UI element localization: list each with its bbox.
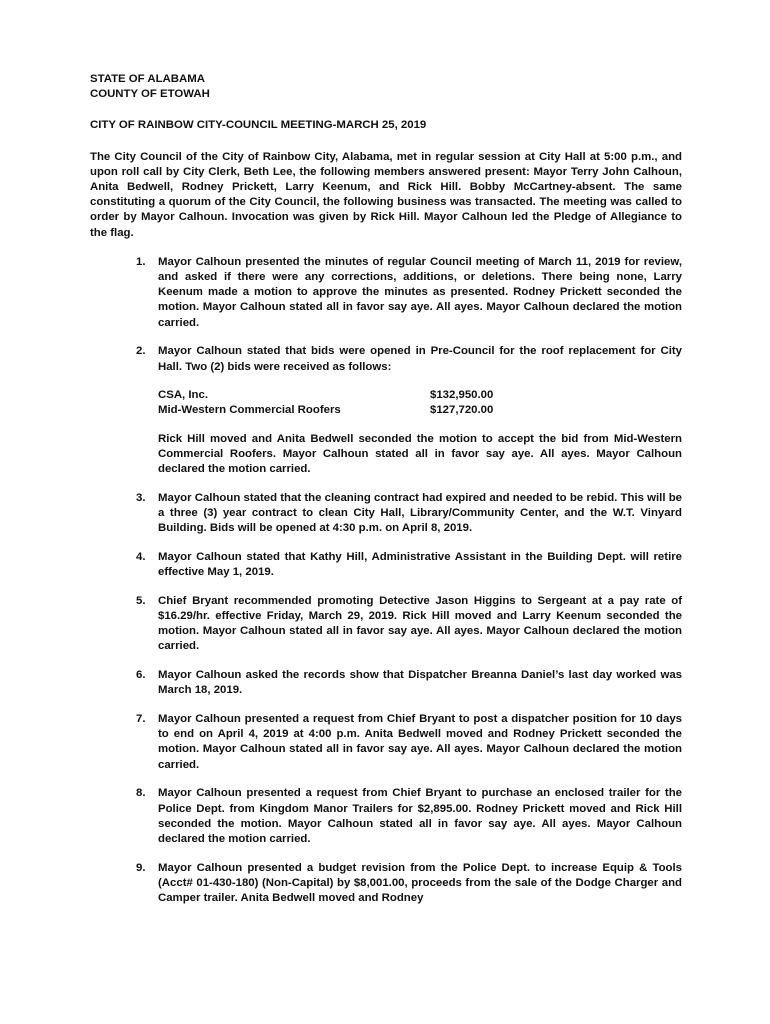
agenda-item-4 <box>90 550 682 580</box>
item-text: Mayor Calhoun presented a budget revision from the Police Dept. to increase Equip & Tools (Acct# 01-430-180) (Non-Capital) by $8,001.00, proceeds from the sale of the Dodge Charger and Camper trailer. Anita Bedwell moved and Rodney <box>158 861 682 905</box>
item-number: 2. <box>136 345 146 358</box>
document-page <box>90 72 682 920</box>
agenda-item-5 <box>90 594 682 655</box>
item-number: 6. <box>136 669 146 682</box>
item-text: Mayor Calhoun presented the minutes of regular Council meeting of March 11, 2019 for review, and asked if there were any corrections, additions, or deletions. There being none, Larry Keenum made a motion to approve the minutes as presented. Rodney Prickett seconded the motion. Mayor Calhoun stated all in favor say aye. All ayes. Mayor Calhoun declared the motion carried. <box>158 255 682 329</box>
item-text: Mayor Calhoun stated that bids were opened in Pre-Council for the roof replacement for City Hall. Two (2) bids were received as follows: <box>158 345 682 373</box>
item-number: 7. <box>136 713 146 725</box>
item-number: 8. <box>136 787 146 800</box>
intro-paragraph: The City Council of the City of Rainbow City, Alabama, met in regular session at City Hall at 5:00 p.m., and upon roll call by City Clerk, Beth Lee, the following members answered present: Mayor Terry John Calhoun, Anita Bedwell, Rodney Prickett, Larry Keenum, and Rick Hill. Bobby McCartney-absent. The same constituting a quorum of the City Council, the following business was transacted. The meeting was called to order by Mayor Calhoun. Invocation was given by Rick Hill. Mayor Calhoun led the Pledge of Allegiance to the flag. <box>90 150 682 239</box>
agenda-item-7 <box>90 712 682 773</box>
item-number: 3. <box>136 491 146 504</box>
agenda-item-8 <box>90 786 682 847</box>
agenda-item-9 <box>90 861 682 907</box>
county-heading: COUNTY OF ETOWAH <box>90 88 210 101</box>
bid-amount: $132,950.00 <box>430 389 494 402</box>
agenda-item-3 <box>90 491 682 537</box>
item-text: Mayor Calhoun asked the records show that Dispatcher Breanna Daniel’s last day worked was March 18, 2019. <box>158 669 682 697</box>
bid-amount: $127,720.00 <box>430 404 494 417</box>
bidder-name: CSA, Inc. <box>158 389 209 402</box>
agenda-list <box>90 255 682 375</box>
item-text: Mayor Calhoun stated that the cleaning contract had expired and needed to be rebid. This will be a three (3) year contract to clean City Hall, Library/Community Center, and the W.T. Vinyard Building. Bids will be opened at 4:30 p.m. on April 8, 2019. <box>158 491 682 535</box>
item-text: Rick Hill moved and Anita Bedwell seconded the motion to accept the bid from Mid-Western Commercial Roofers. Mayor Calhoun stated all in favor say aye. All ayes. Mayor Calhoun declared the motion carried. <box>158 432 682 476</box>
item-text: Mayor Calhoun presented a request from Chief Bryant to post a dispatcher position for 10 days to end on April 4, 2019 at 4:00 p.m. Anita Bedwell moved and Rodney Prickett seconded the motion. Mayor Calhoun stated all in favor say aye. All ayes. Mayor Calhoun declared the motion carried. <box>158 713 682 771</box>
item-number: 9. <box>136 861 146 874</box>
item-number: 5. <box>136 594 146 607</box>
meeting-title: CITY OF RAINBOW CITY-COUNCIL MEETING-MARCH 25, 2019 <box>90 119 427 132</box>
item-text: Chief Bryant recommended promoting Detective Jason Higgins to Sergeant at a pay rate of $16.29/hr. effective Friday, March 29, 2019. Rick Hill moved and Larry Keenum seconded the motion. Mayor Calhoun stated all in favor say aye. All ayes. Mayor Calhoun declared the motion carried. <box>158 594 682 653</box>
item-text: Mayor Calhoun presented a request from Chief Bryant to purchase an enclosed trailer for the Police Dept. from Kingdom Manor Trailers for $2,895.00. Rodney Prickett moved and Rick Hill seconded the motion. Mayor Calhoun stated all in favor say aye. All ayes. Mayor Calhoun declared the motion carried. <box>158 787 682 845</box>
agenda-item-1 <box>90 255 682 331</box>
agenda-item-2-continued <box>90 432 682 478</box>
agenda-item-2 <box>90 344 682 374</box>
item-number: 1. <box>136 255 146 268</box>
bidder-name: Mid-Western Commercial Roofers <box>158 404 341 417</box>
state-heading: STATE OF ALABAMA <box>90 73 205 85</box>
item-number: 4. <box>136 550 146 563</box>
agenda-item-6 <box>90 668 682 698</box>
agenda-list-continued <box>90 432 682 907</box>
bid-row <box>158 403 508 418</box>
bids-table <box>158 388 508 418</box>
bid-row <box>158 388 508 403</box>
item-text: Mayor Calhoun stated that Kathy Hill, Administrative Assistant in the Building Dept. will retire effective May 1, 2019. <box>158 550 682 579</box>
